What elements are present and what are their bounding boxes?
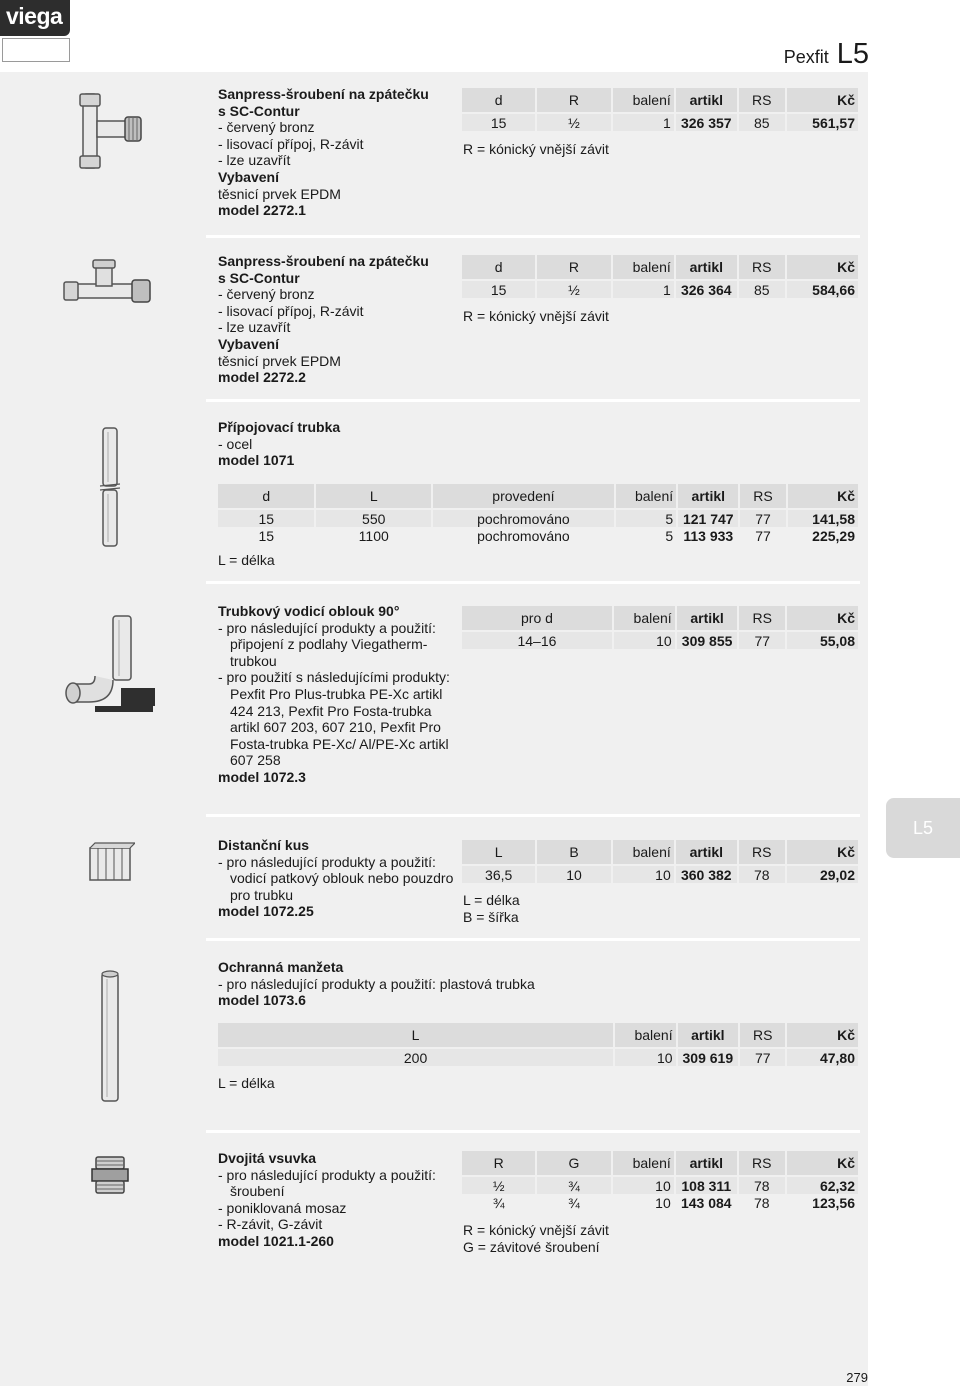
feature-item: - lze uzavřít — [218, 319, 291, 336]
table-row — [462, 1194, 858, 1211]
product-image-1072-25 — [40, 840, 180, 886]
cell: 77 — [740, 1049, 785, 1066]
feature-item: - pro použití s následujícími produkty: Pexfit Pro Plus-trubka PE-Xc artikl 424 213, Pexfit Pro Fosta-trubka artikl 607 203, 607 210, Pexfit Pro Fosta-trubka PE-Xc/ Al/PE-Xc artikl 607 258 — [218, 669, 450, 769]
product-description — [218, 419, 340, 469]
header-code: L5 — [836, 38, 869, 70]
product-description — [218, 86, 429, 219]
table-row — [462, 866, 858, 883]
product-title: Trubkový vodicí oblouk 90° — [218, 603, 400, 619]
cell: ½ — [462, 1177, 535, 1194]
col-header: Kč — [787, 606, 858, 630]
cell: 78 — [739, 866, 785, 883]
cell: 14–16 — [462, 632, 612, 649]
table-note: G = závitové šroubení — [463, 1239, 600, 1255]
table-row — [462, 632, 858, 649]
product-image-1073-6 — [40, 967, 180, 1107]
col-header: artikl — [677, 606, 738, 630]
cell: 62,32 — [787, 1177, 858, 1194]
model-number: model 1073.6 — [218, 992, 306, 1009]
section-divider — [206, 581, 860, 584]
product-title: Dvojitá vsuvka — [218, 1150, 317, 1166]
cell: 10 — [614, 632, 675, 649]
spacer-piece-icon — [85, 840, 135, 886]
table-note: R = kónický vnější závit — [463, 141, 609, 157]
feature-item: - pro následující produkty a použití: připojení z podlahy Viegatherm-trubkou — [218, 619, 436, 669]
cell: ¾ — [537, 1177, 610, 1194]
col-header: Kč — [787, 1023, 858, 1047]
col-header: Kč — [787, 255, 858, 279]
cell: ¾ — [537, 1194, 610, 1211]
table-row — [218, 527, 858, 544]
col-header: G — [537, 1151, 610, 1175]
double-nipple-icon — [87, 1153, 133, 1197]
table-header-row — [218, 484, 858, 508]
cell: 15 — [462, 114, 535, 131]
table-row — [462, 1177, 858, 1194]
cell: 561,57 — [787, 114, 858, 131]
price-table — [460, 88, 860, 131]
feature-item: - lze uzavřít — [218, 152, 291, 169]
product-title: Sanpress-šroubení na zpátečku — [218, 86, 429, 102]
cell: 5 — [616, 510, 676, 527]
section-divider — [206, 235, 860, 238]
col-header: Kč — [788, 484, 858, 508]
table-note: L = délka — [218, 552, 275, 568]
table-header-row — [218, 1023, 858, 1047]
product-image-2272-1 — [40, 86, 180, 176]
feature-item: - R-závit, G-závit — [218, 1216, 323, 1233]
cell: 10 — [613, 1194, 674, 1211]
cell: 77 — [740, 510, 785, 527]
col-header: pro d — [462, 606, 612, 630]
col-header: artikl — [678, 484, 738, 508]
cell: 10 — [615, 1049, 675, 1066]
product-title: s SC-Contur — [218, 102, 300, 119]
cell: ½ — [537, 114, 610, 131]
col-header: L — [462, 840, 535, 864]
product-description — [218, 1150, 458, 1250]
model-number: model 1072.3 — [218, 768, 306, 785]
product-title: Přípojovací trubka — [218, 419, 341, 435]
cell: pochromováno — [433, 527, 614, 544]
product-description — [218, 253, 429, 386]
col-header: artikl — [676, 88, 737, 112]
model-number: model 2272.1 — [218, 202, 306, 219]
cell: ½ — [537, 281, 610, 298]
product-title: Distanční kus — [218, 837, 310, 853]
cell: 10 — [613, 1177, 674, 1194]
product-title: s SC-Contur — [218, 269, 300, 286]
cell: 326 364 — [676, 281, 737, 298]
table-row — [218, 1049, 858, 1066]
feature-item: - lisovací přípoj, R-závit — [218, 302, 364, 319]
price-table — [460, 840, 860, 883]
feature-item: - lisovací přípoj, R-závit — [218, 135, 364, 152]
cell: 550 — [316, 510, 431, 527]
price-table — [460, 606, 860, 649]
cell: 143 084 — [676, 1194, 737, 1211]
col-header: L — [316, 484, 431, 508]
table-header-row — [462, 840, 858, 864]
price-table — [460, 255, 860, 298]
model-number: model 1071 — [218, 452, 295, 469]
cell: 10 — [537, 866, 610, 883]
col-header: RS — [739, 88, 785, 112]
viega-logo — [0, 0, 70, 36]
col-header: Kč — [787, 840, 858, 864]
table-row — [462, 281, 858, 298]
cell: 10 — [613, 866, 674, 883]
cell: 85 — [739, 114, 785, 131]
col-header: balení — [616, 484, 676, 508]
product-description — [218, 959, 535, 1009]
feature-item: - pro následující produkty a použití: plastová trubka — [218, 975, 535, 992]
equipment-value: těsnicí prvek EPDM — [218, 352, 341, 369]
cell: 29,02 — [787, 866, 858, 883]
model-number: model 2272.2 — [218, 369, 306, 386]
cell: pochromováno — [433, 510, 614, 527]
cell: 1 — [613, 114, 674, 131]
table-header-row — [462, 606, 858, 630]
cell: 47,80 — [787, 1049, 858, 1066]
feature-item: - pro následující produkty a použití: vodicí patkový oblouk nebo pouzdro pro trubku — [218, 853, 454, 903]
price-table — [460, 1151, 860, 1211]
product-image-1021-1-260 — [40, 1153, 180, 1197]
table-note: L = délka — [218, 1075, 275, 1091]
header-brand: Pexfit — [783, 47, 829, 67]
col-header: R — [462, 1151, 535, 1175]
cell: 326 357 — [676, 114, 737, 131]
col-header: d — [462, 88, 535, 112]
equipment-label: Vybavení — [218, 168, 279, 185]
angle-valve-icon — [60, 256, 160, 316]
product-title: Ochranná manžeta — [218, 959, 344, 975]
cell: 200 — [218, 1049, 613, 1066]
product-image-1072-3 — [40, 610, 180, 730]
cell: 584,66 — [787, 281, 858, 298]
table-note: B = šířka — [463, 909, 519, 925]
price-table — [216, 484, 860, 544]
catalog-content — [0, 72, 868, 1386]
model-number: model 1072.25 — [218, 903, 314, 920]
tee-fitting-icon — [65, 86, 155, 176]
cell: 108 311 — [676, 1177, 737, 1194]
cell: 5 — [616, 527, 676, 544]
product-description — [218, 603, 458, 786]
cell: 78 — [739, 1177, 785, 1194]
pipe-bend-guide-icon — [55, 610, 165, 730]
price-table — [216, 1023, 860, 1066]
col-header: RS — [740, 1023, 785, 1047]
chapter-tab-l5[interactable]: L5 — [886, 798, 960, 858]
col-header: artikl — [678, 1023, 738, 1047]
cell: 309 619 — [678, 1049, 738, 1066]
col-header: d — [462, 255, 535, 279]
logo-text: viega — [6, 3, 63, 29]
col-header: R — [537, 255, 610, 279]
connection-pipe-icon — [90, 424, 130, 550]
col-header: Kč — [787, 88, 858, 112]
table-note: R = kónický vnější závit — [463, 308, 609, 324]
page-number: 279 — [846, 1370, 868, 1385]
feature-item: - červený bronz — [218, 119, 315, 136]
table-header-row — [462, 1151, 858, 1175]
cell: 141,58 — [788, 510, 858, 527]
col-header: artikl — [676, 840, 737, 864]
col-header: provedení — [433, 484, 614, 508]
product-image-1071 — [40, 424, 180, 550]
cell: 121 747 — [678, 510, 738, 527]
col-header: balení — [613, 840, 674, 864]
section-divider — [206, 399, 860, 402]
col-header: Kč — [787, 1151, 858, 1175]
cell: 360 382 — [676, 866, 737, 883]
col-header: d — [218, 484, 314, 508]
cell: 15 — [462, 281, 535, 298]
col-header: balení — [614, 606, 675, 630]
col-header: balení — [613, 255, 674, 279]
col-header: balení — [613, 88, 674, 112]
cell: 55,08 — [787, 632, 858, 649]
section-divider — [206, 814, 860, 817]
feature-item: - ocel — [218, 435, 253, 452]
product-title: Sanpress-šroubení na zpátečku — [218, 253, 429, 269]
feature-item: - pro následující produkty a použití: šroubení — [218, 1166, 436, 1200]
logo-frame — [2, 38, 70, 62]
table-row — [218, 510, 858, 527]
cell: 36,5 — [462, 866, 535, 883]
feature-item: - červený bronz — [218, 286, 315, 303]
feature-item: - poniklovaná mosaz — [218, 1199, 347, 1216]
col-header: artikl — [676, 255, 737, 279]
cell: 77 — [740, 527, 785, 544]
cell: ¾ — [462, 1194, 535, 1211]
cell: 113 933 — [678, 527, 738, 544]
table-note: R = kónický vnější závit — [463, 1222, 609, 1238]
cell: 15 — [218, 510, 314, 527]
cell: 225,29 — [788, 527, 858, 544]
col-header: L — [218, 1023, 613, 1047]
col-header: RS — [739, 255, 785, 279]
col-header: RS — [740, 484, 785, 508]
col-header: RS — [739, 840, 785, 864]
protective-sleeve-icon — [95, 967, 125, 1107]
cell: 123,56 — [787, 1194, 858, 1211]
col-header: B — [537, 840, 610, 864]
product-description — [218, 837, 458, 920]
cell: 15 — [218, 527, 314, 544]
col-header: balení — [615, 1023, 675, 1047]
col-header: RS — [739, 606, 785, 630]
col-header: artikl — [676, 1151, 737, 1175]
col-header: balení — [613, 1151, 674, 1175]
equipment-label: Vybavení — [218, 335, 279, 352]
product-image-2272-2 — [40, 256, 180, 316]
cell: 85 — [739, 281, 785, 298]
cell: 309 855 — [677, 632, 738, 649]
table-header-row — [462, 255, 858, 279]
col-header: R — [537, 88, 610, 112]
page-header — [784, 38, 869, 71]
section-divider — [206, 938, 860, 941]
col-header: RS — [739, 1151, 785, 1175]
table-header-row — [462, 88, 858, 112]
table-note: L = délka — [463, 892, 520, 908]
cell: 1100 — [316, 527, 431, 544]
cell: 77 — [739, 632, 785, 649]
table-row — [462, 114, 858, 131]
equipment-value: těsnicí prvek EPDM — [218, 185, 341, 202]
cell: 1 — [613, 281, 674, 298]
section-divider — [206, 1130, 860, 1133]
cell: 78 — [739, 1194, 785, 1211]
model-number: model 1021.1-260 — [218, 1232, 334, 1249]
